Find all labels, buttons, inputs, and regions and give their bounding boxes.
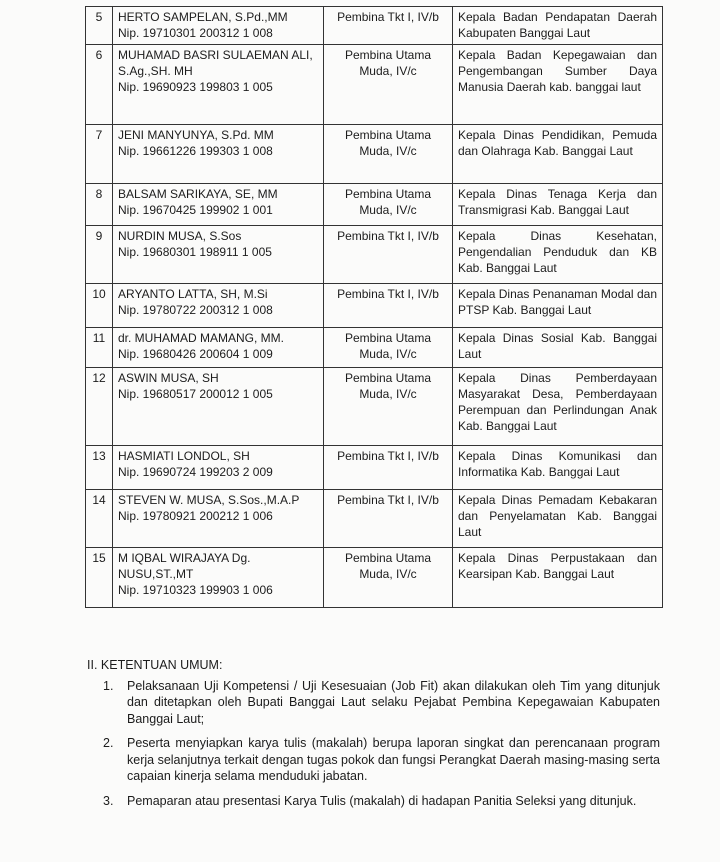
provision-item (85, 678, 660, 728)
officials-table (85, 6, 663, 608)
rank-line: Pembina Utama (344, 128, 432, 142)
table-row (86, 45, 663, 125)
official-nip: Nip. 19780921 200212 1 006 (118, 509, 273, 523)
rank-cell (324, 446, 453, 490)
rank-cell (324, 328, 453, 368)
table-row (86, 284, 663, 328)
official-name: JENI MANYUNYA, S.Pd. MM (118, 128, 274, 142)
official-name: NURDIN MUSA, S.Sos (118, 229, 242, 243)
name-cell (113, 7, 324, 45)
officials-table-body (86, 7, 663, 608)
section-title: II. KETENTUAN UMUM: (87, 658, 223, 672)
rank-line: Pembina Tkt I, IV/b (337, 493, 439, 507)
position-cell: Kepala Dinas Perpustakaan dan Kearsipan Kab. Banggai Laut (453, 548, 663, 608)
name-cell (113, 125, 324, 184)
provision-number: 2. (103, 736, 114, 750)
name-cell (113, 226, 324, 284)
table-row (86, 7, 663, 45)
official-nip: Nip. 19680517 200012 1 005 (118, 387, 273, 401)
row-number-cell: 5 (86, 7, 113, 45)
table-row (86, 125, 663, 184)
rank-line: Muda, IV/c (359, 567, 417, 581)
position-cell: Kepala Dinas Pemadam Kebakaran dan Penyelamatan Kab. Banggai Laut (453, 490, 663, 548)
row-number-cell: 6 (86, 45, 113, 125)
row-number-cell: 8 (86, 184, 113, 226)
name-cell (113, 184, 324, 226)
official-name: dr. MUHAMAD MAMANG, MM. (118, 331, 285, 345)
official-nip: Nip. 19690724 199203 2 009 (118, 465, 273, 479)
official-name: M IQBAL WIRAJAYA Dg. NUSU,ST.,MT (118, 551, 251, 581)
position-cell: Kepala Dinas Tenaga Kerja dan Transmigrasi Kab. Banggai Laut (453, 184, 663, 226)
official-name: ARYANTO LATTA, SH, M.Si (118, 287, 268, 301)
rank-cell (324, 368, 453, 446)
official-name: ASWIN MUSA, SH (118, 371, 219, 385)
official-name: MUHAMAD BASRI SULAEMAN ALI, S.Ag.,SH. MH (118, 48, 313, 78)
rank-line: Muda, IV/c (359, 203, 417, 217)
provisions-list (85, 678, 660, 810)
rank-cell (324, 226, 453, 284)
provision-text: Pemaparan atau presentasi Karya Tulis (makalah) di hadapan Panitia Seleksi yang ditunjuk. (127, 793, 637, 808)
position-cell: Kepala Dinas Pendidikan, Pemuda dan Olahraga Kab. Banggai Laut (453, 125, 663, 184)
name-cell (113, 328, 324, 368)
table-row (86, 328, 663, 368)
position-cell: Kepala Badan Pendapatan Daerah Kabupaten Banggai Laut (453, 7, 663, 45)
position-cell: Kepala Dinas Sosial Kab. Banggai Laut (453, 328, 663, 368)
table-row (86, 490, 663, 548)
official-nip: Nip. 19670425 199902 1 001 (118, 203, 273, 217)
position-cell: Kepala Dinas Kesehatan, Pengendalian Penduduk dan KB Kab. Banggai Laut (453, 226, 663, 284)
official-nip: Nip. 19680426 200604 1 009 (118, 347, 273, 361)
rank-cell (324, 184, 453, 226)
rank-line: Pembina Utama (344, 187, 432, 201)
official-nip: Nip. 19680301 198911 1 005 (118, 245, 272, 259)
name-cell (113, 548, 324, 608)
position-cell: Kepala Dinas Pemberdayaan Masyarakat Desa, Pemberdayaan Perempuan dan Perlindungan Anak Kab. Banggai Laut (453, 368, 663, 446)
row-number-cell: 9 (86, 226, 113, 284)
rank-line: Pembina Utama (344, 331, 432, 345)
rank-line: Pembina Tkt I, IV/b (337, 287, 439, 301)
rank-line: Muda, IV/c (359, 387, 417, 401)
position-cell: Kepala Badan Kepegawaian dan Pengembangan Sumber Daya Manusia Daerah kab. banggai laut (453, 45, 663, 125)
row-number-cell: 15 (86, 548, 113, 608)
rank-cell (324, 548, 453, 608)
official-nip: Nip. 19780722 200312 1 008 (118, 303, 273, 317)
row-number-cell: 14 (86, 490, 113, 548)
rank-line: Pembina Tkt I, IV/b (337, 229, 439, 243)
rank-line: Pembina Tkt I, IV/b (337, 449, 439, 463)
rank-cell (324, 490, 453, 548)
table-row (86, 446, 663, 490)
rank-line: Pembina Tkt I, IV/b (337, 10, 439, 24)
row-number-cell: 12 (86, 368, 113, 446)
rank-cell (324, 7, 453, 45)
table-row (86, 368, 663, 446)
position-cell: Kepala Dinas Penanaman Modal dan PTSP Kab. Banggai Laut (453, 284, 663, 328)
name-cell (113, 490, 324, 548)
table-row (86, 548, 663, 608)
official-name: HASMIATI LONDOL, SH (118, 449, 250, 463)
official-name: BALSAM SARIKAYA, SE, MM (118, 187, 278, 201)
table-row (86, 184, 663, 226)
provision-item (85, 793, 660, 810)
position-cell: Kepala Dinas Komunikasi dan Informatika Kab. Banggai Laut (453, 446, 663, 490)
official-nip: Nip. 19710323 199903 1 006 (118, 583, 273, 597)
general-provisions-section (85, 657, 660, 817)
official-nip: Nip. 19710301 200312 1 008 (118, 26, 273, 40)
table-row (86, 226, 663, 284)
row-number-cell: 10 (86, 284, 113, 328)
row-number-cell: 13 (86, 446, 113, 490)
official-name: HERTO SAMPELAN, S.Pd.,MM (118, 10, 288, 24)
rank-line: Pembina Utama (344, 551, 432, 565)
name-cell (113, 45, 324, 125)
rank-cell (324, 125, 453, 184)
rank-line: Muda, IV/c (359, 347, 417, 361)
name-cell (113, 284, 324, 328)
row-number-cell: 11 (86, 328, 113, 368)
rank-cell (324, 45, 453, 125)
rank-line: Muda, IV/c (359, 144, 417, 158)
rank-line: Muda, IV/c (359, 64, 417, 78)
official-nip: Nip. 19661226 199303 1 008 (118, 144, 273, 158)
rank-cell (324, 284, 453, 328)
official-nip: Nip. 19690923 199803 1 005 (118, 80, 273, 94)
row-number-cell: 7 (86, 125, 113, 184)
rank-line: Pembina Utama (344, 371, 432, 385)
provision-text: Pelaksanaan Uji Kompetensi / Uji Kesesuaian (Job Fit) akan dilakukan oleh Tim yang ditunjuk dan ditetapkan oleh Bupati Banggai Laut selaku Pejabat Pembina Kepegawaian Kabupaten Banggai Laut; (127, 678, 660, 726)
name-cell (113, 368, 324, 446)
provision-number: 1. (103, 678, 114, 693)
provision-item (85, 735, 660, 785)
provision-text: Peserta menyiapkan karya tulis (makalah) berupa laporan singkat dan perencanaan program kerja selanjutnya terkait dengan tugas pokok dan fungsi Perangkat Daerah masing-masing serta capaian kinerja selama menduduki jabatan. (127, 736, 660, 783)
name-cell (113, 446, 324, 490)
rank-line: Pembina Utama (344, 48, 432, 62)
official-name: STEVEN W. MUSA, S.Sos.,M.A.P (118, 493, 300, 507)
provision-number: 3. (103, 793, 114, 808)
